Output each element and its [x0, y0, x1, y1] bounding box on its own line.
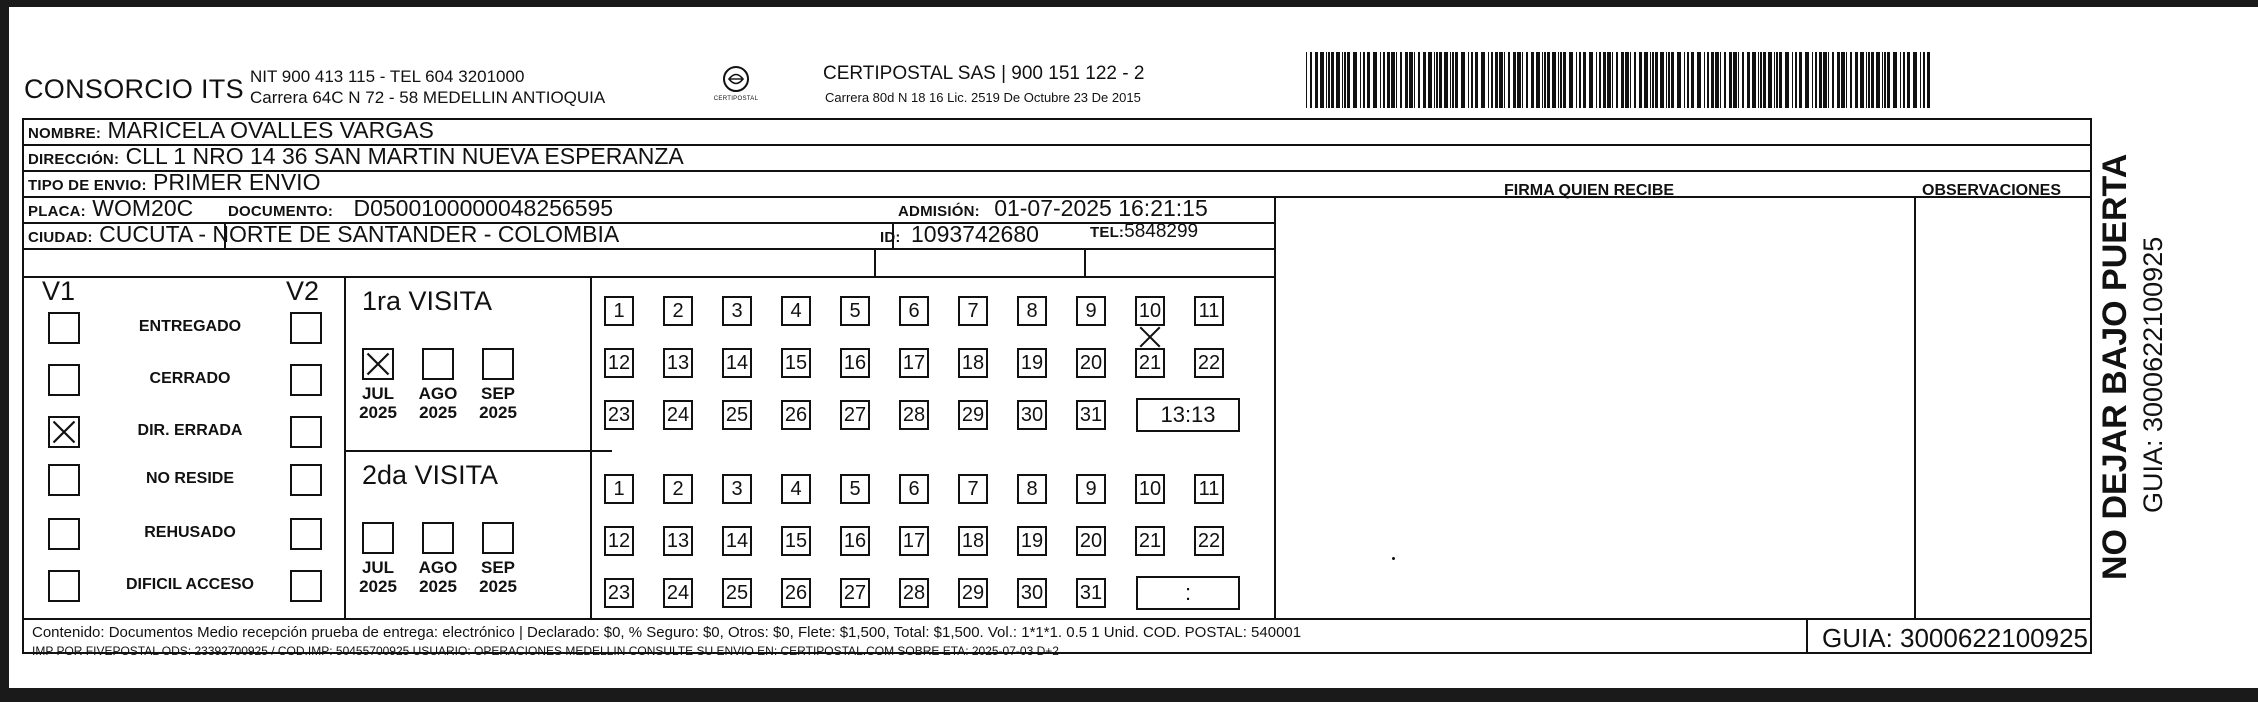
v1-checkbox[interactable]: [48, 464, 80, 496]
day-box[interactable]: 27: [840, 400, 870, 430]
documento-label: DOCUMENTO:: [228, 203, 334, 220]
placa-value: WOM20C: [92, 195, 194, 221]
month-checkbox[interactable]: [422, 348, 454, 380]
day-box[interactable]: 20: [1076, 348, 1106, 378]
guia-footer: GUIA: 3000622100925: [1822, 623, 2088, 653]
day-box[interactable]: 5: [840, 296, 870, 326]
status-label: DIR. ERRADA: [137, 422, 243, 439]
contents-line: Contenido: Documentos Medio recepción prueba de entrega: electrónico | Declarado: $0, % Seguro: $0, Otros: $0, Flete: $1,500, Total: $1,500. Vol.: 1*1*1. 0.5 1 Unid. COD. POSTAL: 540001: [32, 624, 1302, 641]
status-label: ENTREGADO: [138, 318, 242, 335]
ciudad-value: CUCUTA - NORTE DE SANTANDER - COLOMBIA: [99, 221, 620, 247]
day-box[interactable]: 21: [1135, 348, 1165, 378]
day-box[interactable]: 22: [1194, 348, 1224, 378]
logo-emblem-icon: [721, 64, 751, 94]
ciudad-label: CIUDAD:: [28, 229, 93, 246]
month-label: SEP 2025: [479, 558, 517, 596]
day-box[interactable]: 11: [1194, 474, 1224, 504]
day-box[interactable]: 10: [1135, 296, 1165, 326]
day-box[interactable]: 21: [1135, 526, 1165, 556]
day-box[interactable]: 6: [899, 296, 929, 326]
scan-edge-bottom: [0, 688, 2258, 702]
admision-label: ADMISIÓN:: [898, 203, 980, 220]
day-box[interactable]: 6: [899, 474, 929, 504]
day-box[interactable]: 31: [1076, 400, 1106, 430]
status-label: NO RESIDE: [145, 470, 234, 487]
check-x-icon: [364, 350, 392, 378]
day-box[interactable]: 18: [958, 348, 988, 378]
day-box[interactable]: 5: [840, 474, 870, 504]
day-box[interactable]: 15: [781, 526, 811, 556]
day-box[interactable]: 3: [722, 474, 752, 504]
day-box[interactable]: 7: [958, 474, 988, 504]
day-box[interactable]: 24: [663, 400, 693, 430]
day-box[interactable]: 29: [958, 400, 988, 430]
direccion-value: CLL 1 NRO 14 36 SAN MARTIN NUEVA ESPERANZA: [125, 143, 684, 169]
day-box[interactable]: 27: [840, 578, 870, 608]
status-label: CERRADO: [149, 370, 231, 387]
tipo-envio-label: TIPO DE ENVIO:: [28, 177, 147, 194]
day-box[interactable]: 12: [604, 348, 634, 378]
day-box[interactable]: 23: [604, 400, 634, 430]
day-box[interactable]: 30: [1017, 400, 1047, 430]
nombre-label: NOMBRE:: [28, 125, 102, 142]
no-dejar-warning: NO DEJAR BAJO PUERTA: [2096, 153, 2134, 580]
month-label: JUL 2025: [359, 384, 397, 422]
day-box[interactable]: 17: [899, 348, 929, 378]
signature-mark: [1392, 557, 1395, 560]
scan-edge-left: [0, 0, 9, 702]
check-x-icon: [1137, 324, 1163, 350]
print-line: IMP POR FIVEPOSTAL ODS: 23392700925 / COD.IMP: 50455700925 USUARIO: OPERACIONES MEDELLIN CONSULTE SU ENVIO EN: CERTIPOSTAL.COM SOBRE ETA: 2025-07-03 D+2: [32, 644, 1059, 658]
month-label: AGO 2025: [418, 558, 458, 596]
day-box[interactable]: 12: [604, 526, 634, 556]
visit-title: 2da VISITA: [362, 460, 499, 490]
id-field: [880, 221, 1039, 248]
company-info: [250, 66, 605, 108]
month-checkbox[interactable]: [482, 522, 514, 554]
day-box[interactable]: 20: [1076, 526, 1106, 556]
v1-checkbox[interactable]: [48, 312, 80, 344]
tel-field: [1090, 221, 1198, 243]
day-box[interactable]: 31: [1076, 578, 1106, 608]
ciudad-field: [28, 221, 619, 248]
day-box[interactable]: 9: [1076, 474, 1106, 504]
day-box[interactable]: 2: [663, 474, 693, 504]
day-box[interactable]: 28: [899, 400, 929, 430]
day-box[interactable]: 19: [1017, 348, 1047, 378]
observaciones-header: OBSERVACIONES: [1922, 182, 2061, 199]
day-box[interactable]: 16: [840, 526, 870, 556]
carrier-address: Carrera 80d N 18 16 Lic. 2519 De Octubre 23 De 2015: [825, 90, 1141, 105]
nombre-row: [28, 117, 434, 144]
month-label: AGO 2025: [418, 384, 458, 422]
logo-caption: CERTIPOSTAL: [713, 96, 759, 102]
certipostal-logo: [712, 64, 760, 108]
status-label: DIFICIL ACCESO: [125, 576, 254, 593]
v2-header: V2: [286, 276, 320, 306]
carrier-name: CERTIPOSTAL SAS | 900 151 122 - 2: [823, 63, 1145, 84]
day-box[interactable]: 8: [1017, 474, 1047, 504]
documento-value: D0500100000048256595: [353, 195, 614, 221]
admision-field: [898, 195, 1208, 222]
day-box[interactable]: 19: [1017, 526, 1047, 556]
day-box[interactable]: 28: [899, 578, 929, 608]
time-box[interactable]: :: [1136, 576, 1240, 610]
day-box[interactable]: 10: [1135, 474, 1165, 504]
day-box[interactable]: 22: [1194, 526, 1224, 556]
address-line: Carrera 64C N 72 - 58 MEDELLIN ANTIOQUIA: [250, 88, 606, 107]
placa-label: PLACA:: [28, 203, 86, 220]
time-box[interactable]: 13:13: [1136, 398, 1240, 432]
delivery-form: [22, 117, 2092, 658]
tipo-envio-row: [28, 169, 320, 196]
month-checkbox[interactable]: [362, 522, 394, 554]
day-box[interactable]: 11: [1194, 296, 1224, 326]
v1-checkbox[interactable]: [48, 416, 80, 448]
day-box[interactable]: 7: [958, 296, 988, 326]
nombre-value: MARICELA OVALLES VARGAS: [107, 117, 434, 143]
day-box[interactable]: 13: [663, 526, 693, 556]
day-box[interactable]: 14: [722, 348, 752, 378]
day-box[interactable]: 3: [722, 296, 752, 326]
day-box[interactable]: 8: [1017, 296, 1047, 326]
nit-line: NIT 900 413 115 - TEL 604 3201000: [250, 67, 525, 86]
month-checkbox[interactable]: [422, 522, 454, 554]
v1-checkbox[interactable]: [48, 364, 80, 396]
id-value: 1093742680: [911, 221, 1039, 247]
scan-edge-top: [0, 0, 2258, 7]
month-checkbox[interactable]: [362, 348, 394, 380]
day-box[interactable]: 15: [781, 348, 811, 378]
v2-checkbox[interactable]: [290, 312, 322, 344]
day-box[interactable]: 30: [1017, 578, 1047, 608]
visit-title: 1ra VISITA: [362, 286, 493, 316]
day-box[interactable]: 9: [1076, 296, 1106, 326]
day-box[interactable]: 26: [781, 400, 811, 430]
day-box[interactable]: 25: [722, 578, 752, 608]
day-box[interactable]: 1: [604, 474, 634, 504]
firma-header: FIRMA QUIEN RECIBE: [1504, 182, 1675, 199]
day-box[interactable]: 26: [781, 578, 811, 608]
v2-checkbox[interactable]: [290, 416, 322, 448]
day-box[interactable]: 17: [899, 526, 929, 556]
day-box[interactable]: 2: [663, 296, 693, 326]
day-box[interactable]: 14: [722, 526, 752, 556]
day-box[interactable]: 29: [958, 578, 988, 608]
v1-checkbox[interactable]: [48, 518, 80, 550]
check-x-icon: [50, 418, 78, 446]
direccion-row: [28, 143, 684, 170]
v1-header: V1: [42, 276, 76, 306]
day-box[interactable]: 13: [663, 348, 693, 378]
tel-value: 5848299: [1124, 221, 1199, 242]
v2-checkbox[interactable]: [290, 464, 322, 496]
placa-field: [28, 195, 193, 222]
status-label: REHUSADO: [144, 524, 236, 541]
tipo-envio-value: PRIMER ENVIO: [153, 169, 321, 195]
day-box[interactable]: 25: [722, 400, 752, 430]
day-box[interactable]: 24: [663, 578, 693, 608]
signature-area[interactable]: [1276, 198, 1912, 616]
month-label: JUL 2025: [359, 558, 397, 596]
documento-field: [228, 195, 613, 222]
v2-checkbox[interactable]: [290, 518, 322, 550]
month-checkbox[interactable]: [482, 348, 514, 380]
v2-checkbox[interactable]: [290, 364, 322, 396]
month-label: SEP 2025: [479, 384, 517, 422]
barcode: [1306, 52, 1934, 108]
day-box[interactable]: 4: [781, 474, 811, 504]
direccion-label: DIRECCIÓN:: [28, 151, 120, 168]
day-box[interactable]: 1: [604, 296, 634, 326]
brand-name: CONSORCIO ITS: [24, 74, 244, 104]
guia-vertical: GUIA: 3000622100925: [2138, 236, 2168, 513]
v2-checkbox[interactable]: [290, 570, 322, 602]
v1-checkbox[interactable]: [48, 570, 80, 602]
day-box[interactable]: 18: [958, 526, 988, 556]
admision-value: 01-07-2025 16:21:15: [994, 195, 1208, 221]
tel-label: TEL:: [1090, 224, 1125, 241]
day-box[interactable]: 23: [604, 578, 634, 608]
id-label: ID:: [880, 229, 901, 246]
day-box[interactable]: 4: [781, 296, 811, 326]
day-box[interactable]: 16: [840, 348, 870, 378]
observations-area[interactable]: [1916, 198, 2088, 616]
